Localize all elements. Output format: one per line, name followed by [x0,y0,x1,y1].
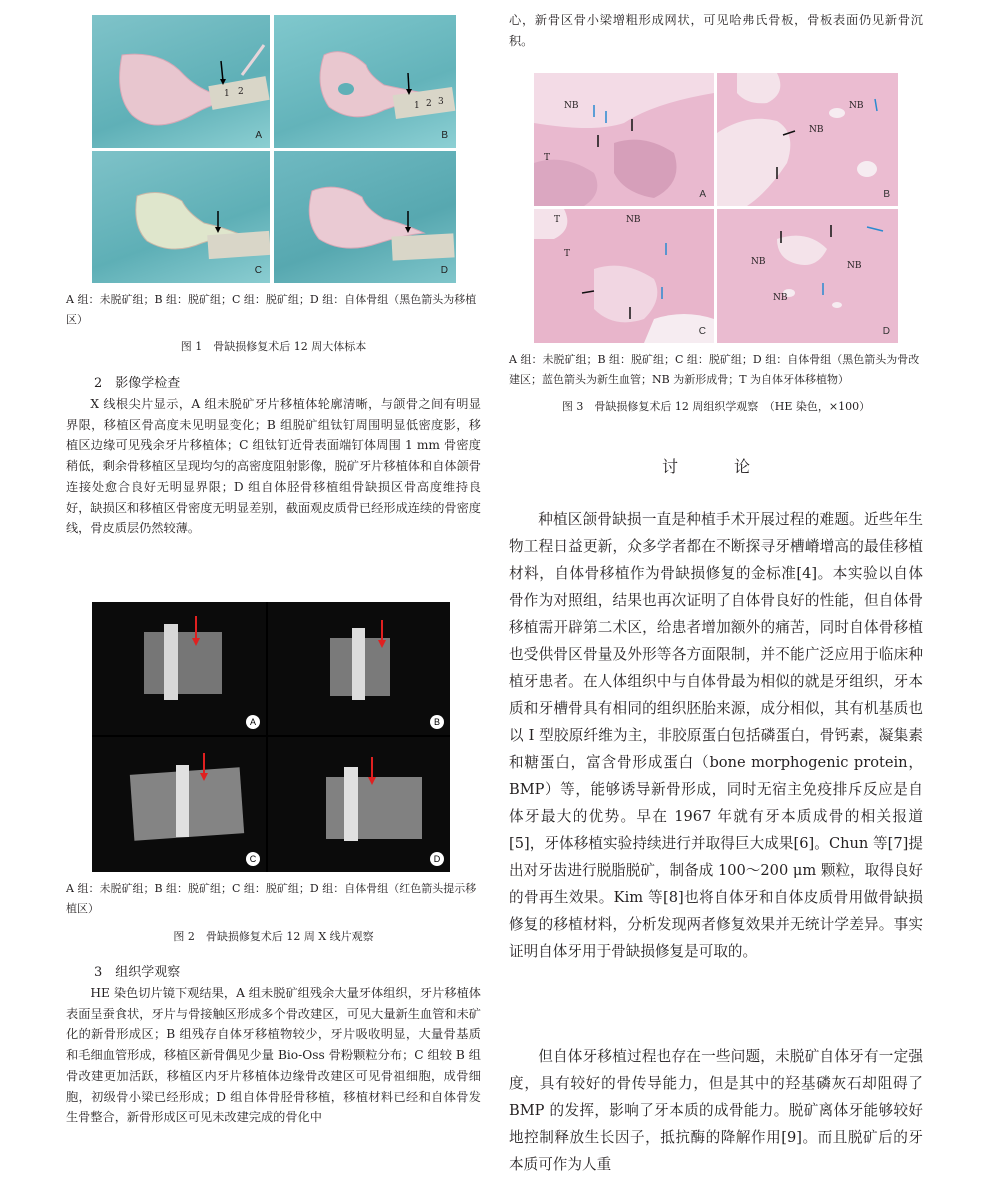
fig3-title: 图 3 骨缺损修复术后 12 周组织学观察 （HE 染色，×100） [561,400,871,413]
fig2-xray-c-image [92,737,266,872]
fig2-label-d: D [430,852,444,866]
fig2-xray-a-image [92,602,266,735]
section-2-text: X 线根尖片显示，A 组未脱矿牙片移植体轮廓清晰，与颌骨之间有明显界限，移植区骨高度未见明显变化；B 组脱矿组钛钉周围明显低密度影，移植区边缘可见残余牙片移植体；C 组钛钉近骨表面端钉体周围 1 mm 骨密度稍低，剩余骨移植区呈现均匀的高密度阻射影像，脱矿牙片移植体和自体颌骨连接处愈合良好无明显界限；D 组自体胫骨移植组骨缺损区骨高度维持良好，缺损区和移植区骨密度无明显差别，截面观皮质骨已经形成连续的骨密度线，骨皮质层仍然较薄。 [66,397,481,536]
discussion-paragraph-1: 种植区颌骨缺损一直是种植手术开展过程的难题。近些年生物工程日益更新，众多学者都在不断探寻牙槽嵴增高的最佳移植材料，自体骨移植作为骨缺损修复的金标准[4]。本实验以自体骨作为对照组，结果也再次证明了自体骨良好的性能，但自体骨移植需开辟第二术区，给患者增加额外的痛苦，同时自体骨移植也受供骨区骨量及外形等各方面限制，并不能广泛应用于临床种植牙患者。在人体组织中与自体骨最为相似的就是牙组织，牙本质和牙槽骨具有相同的组织胚胎来源，成分相似，其有机基质也以 I 型胶原纤维为主，非胶原蛋白包括磷蛋白，骨钙素，凝集素和糖蛋白，富含骨形成蛋白（bone morphogenic protein，BMP）等，能够诱导新骨形成，同时无宿主免疫排斥反应是自体牙最大的优势。早在 1967 年就有牙本质成骨的相关报道[5]，牙体移植实验持续进行并取得巨大成果[6]。Chun 等[7]提出对牙齿进行脱脂脱矿，制备成 100～200 μm 颗粒，取得良好的骨再生效果。Kim 等[8]也将自体牙和自体皮质骨用做骨缺损修复的移植材料，分析发现两者修复效果并无统计学差异。事实证明自体牙用于骨缺损修复是可取的。 [509,511,924,960]
fig3c-t-label: T [554,215,561,225]
section-3-continued: 心，新骨区骨小梁增粗形成网状，可见哈弗氏骨板，骨板表面仍见新骨沉积。 [509,13,923,48]
fig3a-nb-label: NB [564,101,579,111]
fig1-ruler-1: 1 [224,89,230,99]
fig3b-nb-label: NB [849,101,864,111]
fig1-panel-d [274,151,456,283]
fig1-label-a: A [255,130,262,141]
discussion-title: 讨 论 [661,457,770,476]
fig3-label-b: B [883,189,890,200]
fig3b-nb-label-2: NB [809,125,824,135]
fig3d-nb-label-3: NB [773,293,788,303]
fig3-label-d: D [882,326,890,337]
fig3-histology-d-image [717,209,898,343]
discussion-paragraph-2: 但自体牙移植过程也存在一些问题，未脱矿自体牙有一定强度，具有较好的骨传导能力，但是其中的羟基磷灰石却阻碍了 BMP 的发挥，影响了牙本质的成骨能力。脱矿离体牙能够较好地控制释放生长因子，抵抗酶的降解作用[9]。而且脱矿后的牙本质可作为人重 [509,1048,923,1173]
fig2-label-a: A [246,715,260,729]
fig1-specimen-a-image [92,15,270,148]
fig1-specimen-c-image [92,151,270,283]
fig3-panel-c [534,209,714,343]
section-2-heading: 2 影像学检查 [94,376,181,391]
fig3c-nb-label: NB [626,215,641,225]
section-3-text: HE 染色切片镜下观结果，A 组未脱矿组残余大量牙体组织，牙片移植体表面呈蚕食状，牙片与骨接触区形成多个骨改建区，可见大量新生血管和未矿化的新骨形成区；B 组残存自体牙移植物较少，牙片吸收明显，大量骨基质和毛细血管形成，移植区新骨偶见少量 Bio-Oss 骨粉颗粒分布；C 组较 B 组骨改建更加活跃，移植区内牙片移植体边缘骨改建区可见骨祖细胞，成骨细胞，初级骨小梁已经形成；D 组自体骨胫骨移植，移植材料已经和自体骨发生骨整合，新骨形成区可见未改建完成的骨化中 [66,986,481,1125]
figure-2 [92,602,450,872]
fig2-xray-d-image [268,737,450,872]
fig2-panel-a [92,602,266,735]
fig1-legend: A 组：未脱矿组；B 组：脱矿组；C 组：脱矿组；D 组：自体骨组（黑色箭头为移植区） [66,293,477,326]
figure-1 [92,15,456,283]
fig1-specimen-b-image [274,15,456,148]
fig3-label-a: A [699,189,706,200]
section-3-heading: 3 组织学观察 [94,965,181,980]
fig1-title: 图 1 骨缺损修复术后 12 周大体标本 [180,340,367,353]
fig1-panel-b [274,15,456,148]
fig3-histology-c-image [534,209,714,343]
fig3a-t-label: T [544,153,551,163]
fig3-histology-b-image [717,73,898,206]
fig1-specimen-d-image [274,151,456,283]
fig3-label-c: C [698,326,706,337]
fig2-legend: A 组：未脱矿组；B 组：脱矿组；C 组：脱矿组；D 组：自体骨组（红色箭头提示移植区） [66,882,477,915]
fig3-histology-a-image [534,73,714,206]
fig3c-t-label-2: T [564,249,571,259]
fig3d-nb-label: NB [751,257,766,267]
figure-3 [534,73,898,343]
fig3-panel-d [717,209,898,343]
fig1b-ruler-3: 3 [438,97,444,107]
fig3-panel-b [717,73,898,206]
fig1-label-d: D [440,265,448,276]
fig1-ruler-2: 2 [238,87,244,97]
fig1b-ruler-2: 2 [426,99,432,109]
fig2-label-b: B [430,715,444,729]
fig1-panel-c [92,151,270,283]
fig3-panel-a [534,73,714,206]
fig2-title: 图 2 骨缺损修复术后 12 周 X 线片观察 [173,930,374,943]
fig1-panel-a [92,15,270,148]
fig1-label-b: B [441,130,448,141]
fig3d-nb-label-2: NB [847,261,862,271]
fig1b-ruler-1: 1 [414,101,420,111]
fig2-panel-d [268,737,450,872]
fig2-panel-c [92,737,266,872]
fig2-panel-b [268,602,450,735]
fig1-label-c: C [254,265,262,276]
fig3-legend: A 组：未脱矿组；B 组：脱矿组；C 组：脱矿组；D 组：自体骨组（黑色箭头为骨改建区；蓝色箭头为新生血管；NB 为新形成骨；T 为自体牙体移植物） [509,353,920,386]
fig2-xray-b-image [268,602,450,735]
fig2-label-c: C [246,852,260,866]
